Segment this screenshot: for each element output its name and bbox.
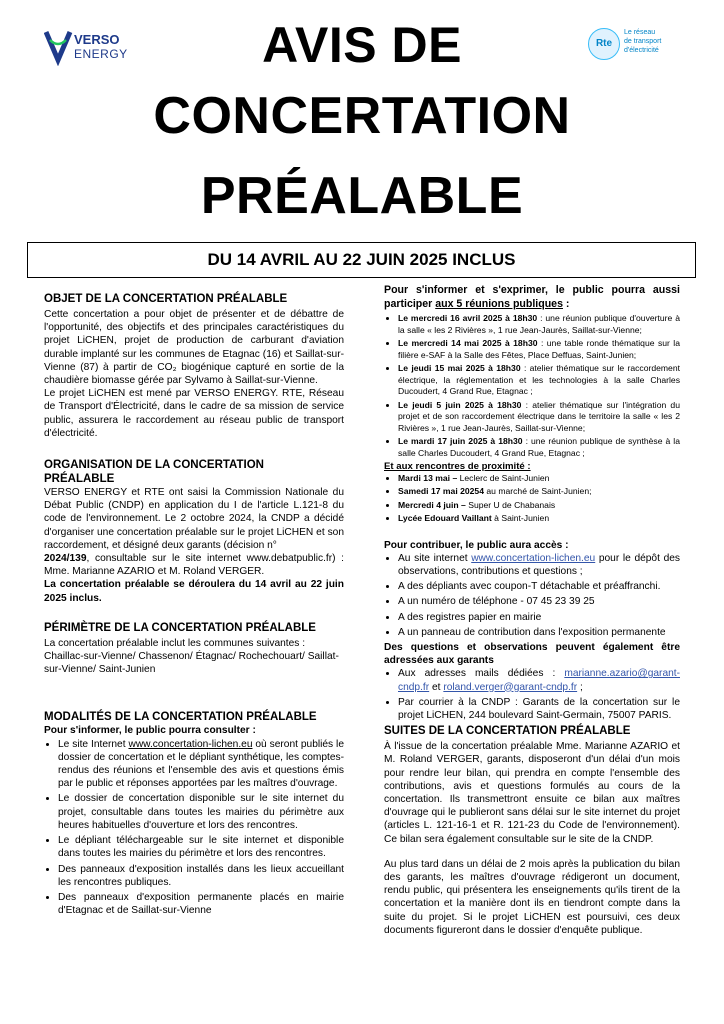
list-item — [58, 738, 344, 791]
suites-heading: SUITES DE LA CONCERTATION PRÉALABLE — [384, 725, 631, 738]
page-title — [120, 12, 604, 236]
list-item: • Le dossier de concertation disponible sur le site internet du projet, consultable dans toutes les mairies du périmètre aux heures habituelles d'ouverture et lors des rencontres. — [58, 792, 344, 832]
list-item — [398, 552, 680, 578]
right-column — [384, 283, 680, 937]
contribuer-heading: Pour contribuer, le public aura accès : — [384, 539, 569, 551]
intro-text: Pour s'informer et s'exprimer, le public pourra aussi participer — [384, 284, 680, 310]
reunion-date: Le jeudi 15 mai 2025 à 18h30 — [398, 363, 521, 373]
list-item — [398, 436, 680, 459]
reunion-text: : une réunion publique d'ouverture à la salle « les 2 Rivières », 1 rue Jean-Jaurès, Saillat-sur-Vienne; — [398, 313, 680, 335]
modalites-list — [44, 738, 344, 918]
reunion-text: : atelier thématique sur l'intégration du projet et de son raccordement électrique dans le territoire la salle « les 2 Rivières », 1 rue Jean-Jaurès, Saillat-sur-Vienne; — [398, 399, 680, 433]
suites-section — [384, 724, 680, 937]
list-text: ; — [577, 681, 583, 693]
reunion-text: : une réunion publique de synthèse à la salle Charles Ducoudert, 4 Grand Rue, Etagnac ; — [398, 436, 680, 458]
intro-colon: : — [562, 298, 570, 310]
list-item — [398, 363, 680, 398]
proximite-date: Mardi 13 mai – — [398, 472, 458, 483]
list-item — [398, 513, 680, 525]
rte-badge-icon: Rte — [588, 28, 620, 60]
proximite-date: Mercredi 4 juin – — [398, 499, 466, 510]
organisation-dates: La concertation préalable se déroulera du 14 avril au 22 juin 2025 inclus. — [44, 579, 344, 604]
modalites-section — [44, 710, 344, 917]
reunion-text: : une table ronde thématique sur la filière e-SAF à la Salle des Fêtes, Place Deffuas, Saint-Junien; — [398, 338, 681, 360]
list-item: • Le dépliant téléchargeable sur le site internet et disponible dans toutes les mairies du périmètre et lors des rencontres. — [58, 834, 344, 860]
list-item: • A un numéro de téléphone - 07 45 23 39 25 — [398, 595, 680, 608]
left-column — [44, 292, 344, 919]
objet-paragraph-2: Le projet LiCHEN est mené par VERSO ENERGY. RTE, Réseau de Transport d'Électricité, dans le cadre de sa mission de service public, assurera le raccordement au réseau public de transport d'électricité. — [44, 388, 344, 439]
email-link-verger[interactable]: roland.verger@garant-cndp.fr — [443, 681, 578, 693]
list-item: • Par courrier à la CNDP : Garants de la concertation sur le projet LiCHEN, 244 boulevard Saint-Germain, 75007 PARIS. — [398, 696, 680, 722]
organisation-section — [44, 458, 344, 605]
list-text: et — [429, 681, 444, 693]
intro-underlined: aux 5 réunions publiques — [435, 298, 563, 310]
suites-paragraph-1: À l'issue de la concertation préalable Mme. Marianne AZARIO et M. Roland VERGER, garants, disposeront d'un délai d'un mois pour rendre leur bilan, qui prendra en compte l'ensemble des contributions, avis et questions formulés au cours de la concertation. Ils transmettront ensuite ce bilan aux maîtres d'ouvrage qui le publieront sans délai sur le site internet du projet (articles L. 121-16-1 et R. 121-23 du Code de l'environnement). Ce bilan sera également consultable sur le site de la CNDP. — [384, 741, 680, 845]
title-line-3: PRÉALABLE — [200, 167, 524, 225]
organisation-text-a: VERSO ENERGY et RTE ont saisi la Commission Nationale du Débat Public (CNDP) en application du I de l'article L.121-8 du code de l'environnement. Le 2 octobre 2024, la CNDP a décidé d'organiser une concertation préalable sur le projet LiCHEN et son raccordement, et désigné deux garants (décision n° — [44, 487, 344, 551]
site-link[interactable]: www.concertation-lichen.eu — [128, 738, 253, 750]
organisation-text-c: , consultable sur le site internet www.debatpublic.fr) : Mme. Marianne AZARIO et M. Roland VERGER. — [44, 553, 344, 578]
proximite-text: au marché de Saint-Junien; — [484, 486, 592, 496]
modalites-heading: MODALITÉS DE LA CONCERTATION PRÉALABLE — [44, 711, 317, 724]
list-item — [398, 667, 680, 693]
rte-logo — [588, 24, 698, 64]
rte-tagline-2: de transport — [624, 38, 662, 45]
decision-number: 2024/139 — [44, 553, 87, 565]
objet-section — [44, 292, 344, 440]
list-item: • A des dépliants avec coupon-T détachable et préaffranchi. — [398, 580, 680, 593]
list-text: où seront publiés le dossier de concertation et le dépliant synthétique, les comptes-rendus des réunions et l'ensemble des avis et questions émis par le public et réponses apportées par les maîtres d'ouvrage. — [58, 738, 344, 790]
list-item: • A des registres papier en mairie — [398, 611, 680, 624]
perimetre-heading: PÉRIMÈTRE DE LA CONCERTATION PRÉALABLE — [44, 621, 316, 634]
reunions-intro — [384, 283, 680, 311]
list-item — [398, 400, 680, 435]
contribuer-list — [384, 552, 680, 639]
reunion-text: : atelier thématique sur le raccordement électrique, la réglementation et les technologies à la salle Charles Ducoudert, 4 Grand Rue, Etagnac ; — [398, 363, 681, 396]
perimetre-paragraph: La concertation préalable inclut les communes suivantes : Chaillac-sur-Vienne/ Chassenon/ Étagnac/ Rochechouart/ Saillat-sur-Vienne/ Saint-Junien — [44, 637, 339, 676]
proximite-date: Samedi 17 mai 20254 — [398, 486, 484, 496]
reunion-date: Le mercredi 14 mai 2025 à 18h30 — [398, 338, 538, 348]
reunion-date: Le mardi 17 juin 2025 à 18h30 — [398, 436, 523, 446]
verso-logo-text: VERSO — [74, 32, 120, 47]
list-item — [398, 338, 680, 361]
rte-tagline-3: d'électricité — [624, 47, 659, 54]
questions-heading: Des questions et observations peuvent également être adressées aux garants — [384, 641, 680, 667]
reunion-date: Le jeudi 5 juin 2025 à 18h30 — [398, 399, 522, 410]
reunions-list — [384, 313, 680, 459]
organisation-heading-line-2: PRÉALABLE — [44, 473, 115, 486]
list-text: Le site Internet — [58, 738, 129, 750]
list-item — [398, 313, 680, 336]
reunion-date: Le mercredi 16 avril 2025 à 18h30 — [398, 313, 538, 323]
organisation-heading — [44, 458, 344, 486]
modalites-subheading: Pour s'informer, le public pourra consulter : — [44, 725, 256, 737]
title-line-1: AVIS DE — [262, 17, 462, 73]
proximite-text: Super U de Chabanais — [465, 499, 556, 510]
list-item — [398, 500, 680, 512]
organisation-heading-line-1: ORGANISATION DE LA CONCERTATION — [44, 459, 264, 472]
list-text: Au site internet — [398, 552, 472, 564]
list-item: • Des panneaux d'exposition permanente placés en mairie d'Etagnac et de Saillat-sur-Vienne — [58, 891, 344, 917]
objet-heading: OBJET DE LA CONCERTATION PRÉALABLE — [44, 293, 288, 305]
site-link[interactable]: www.concertation-lichen.eu — [471, 552, 596, 564]
list-item — [398, 473, 680, 485]
proximite-text: à Saint-Junien — [491, 513, 550, 523]
questions-list — [384, 667, 680, 722]
perimetre-section — [44, 621, 344, 677]
rte-tagline-1: Le réseau — [624, 29, 656, 36]
list-item — [398, 486, 680, 498]
proximite-heading: Et aux rencontres de proximité : — [384, 461, 531, 472]
organisation-paragraph-1 — [44, 486, 344, 578]
title-line-2: CONCERTATION — [153, 87, 571, 145]
list-item: • A un panneau de contribution dans l'exposition permanente — [398, 626, 680, 639]
proximite-date: Lycée Edouard Vaillant — [398, 513, 492, 523]
suites-paragraph-2: Au plus tard dans un délai de 2 mois après la publication du bilan des garants, les maîtres d'ouvrage rédigeront un document, rendu public, qui présentera les enseignements qu'ils tirent de la concertation et la manière dont ils en tiendront compte dans la suite du projet. Si le projet LiCHEN est poursuivi, ces deux documents figureront dans le dossier d'enquête publique. — [384, 858, 680, 936]
list-text: pour le dépôt des observations, contributions et questions ; — [398, 552, 680, 577]
objet-paragraph-1: Cette concertation a pour objet de présenter et de débattre de l'opportunité, des objectifs et des principales caractéristiques du projet LiCHEN, projet de production de carburant d'aviation durable implanté sur les communes de Etagnac (16) et Saillat-sur-Vienne (87) à partir de CO₂ biogénique capturé en sortie de la chaudière biomasse gérée par Sylvamo à Saillat-sur-Vienne. — [44, 309, 344, 387]
proximite-list — [384, 473, 680, 525]
energy-logo-text: ENERGY — [74, 47, 128, 61]
list-text: Aux adresses mails dédiées : — [398, 668, 565, 680]
email-link-azario[interactable]: marianne.azario@garant-cndp.fr — [398, 668, 680, 693]
dates-banner: DU 14 AVRIL AU 22 JUIN 2025 INCLUS — [27, 242, 696, 278]
list-item: • Des panneaux d'exposition installés dans les lieux accueillant les rencontres publiques. — [58, 863, 344, 889]
proximite-text: Leclerc de Saint-Junien — [457, 472, 550, 483]
